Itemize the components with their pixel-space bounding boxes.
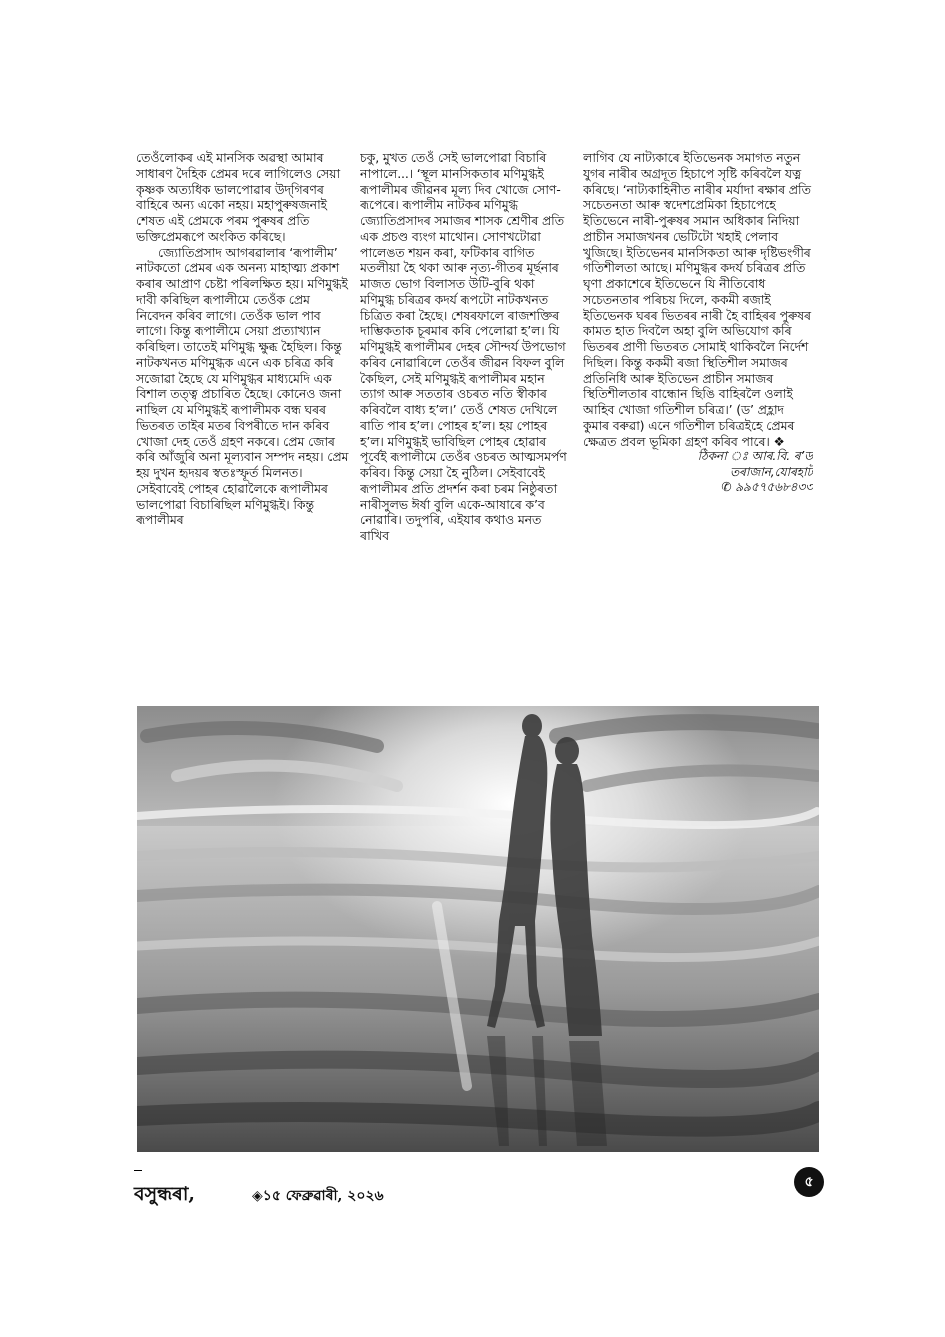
magazine-name: বসুন্ধৰা, [134, 1183, 195, 1205]
article-column-2 [360, 150, 572, 685]
paragraph: লাগিব যে নাট্যকাৰে ইতিভেনক সমাগত নতুন যুগৰ নাৰীৰ অগ্ৰদূত হিচাপে সৃষ্টি কৰিবলৈ যত্ন কৰিছে। ‘নাট্যকাহিনীত নাৰীৰ মৰ্যাদা ৰক্ষাৰ প্ৰতি সচেতনতা আৰু স্বদেশপ্ৰেমিকা হিচাপেহে ইতিভেনে নাৰী-পুৰুষৰ সমান অধিকাৰ নিদিয়া প্ৰাচীন সমাজখনৰ ভেটিটো খহাই পেলাব খুজিছে। ইতিভেনৰ মানসিকতা আৰু দৃষ্টিভংগীৰ গতিশীলতা আছে। মণিমুগ্ধৰ কদৰ্য চৰিত্ৰৰ প্ৰতি ঘৃণা প্ৰকাশেৰে ইতিভেনে যি নীতিবোধ সচেতনতাৰ পৰিচয় দিলে, ককমী ৰজাই ইতিভেনক ঘৰৰ ভিতৰৰ নাৰী হৈ বাহিৰৰ পুৰুষৰ কামত হাত দিবলৈ অহা বুলি অভিযোগ কৰি ভিতৰৰ প্ৰাণী ভিতৰত সোমাই থাকিবলৈ নিৰ্দেশ দিছিল। কিন্তু ককমী ৰজা স্থিতিশীল সমাজৰ প্ৰতিনিধি আৰু ইতিভেন প্ৰাচীন সমাজৰ স্থিতিশীলতাৰ বান্ধোন ছিঙি বাহিৰলৈ ওলাই আহিব খোজা গতিশীল চৰিত্ৰ।’ (ড’ প্ৰহ্লাদ কুমাৰ বৰুৱা) এনে গতিশীল চৰিত্ৰইহে প্ৰেমৰ ক্ষেত্ৰত প্ৰবল ভূমিকা গ্ৰহণ কৰিব পাৰে। ❖ [583, 150, 811, 449]
issue-date: ◈১৫ ফেব্ৰুৱাৰী, ২০২৬ [252, 1188, 384, 1204]
article-column-3 [583, 150, 813, 650]
couple-painting-illustration [137, 706, 819, 1152]
article-column-1 [136, 150, 349, 685]
page-footer [134, 1168, 824, 1208]
address-line: তৰাজান,যোৰহাট [729, 464, 813, 479]
paragraph: চকু, মুখত তেওঁ সেই ভালপোৱা বিচাৰি নাপালে...। ‘স্থূল মানসিকতাৰ মণিমুগ্ধই ৰূপালীমৰ জীৱনৰ মূল্য দিব খোজে সোণ-ৰূপেৰে। ৰূপালীম নাটকৰ মণিমুগ্ধ জ্যোতিপ্ৰসাদৰ সমাজৰ শাসক শ্ৰেণীৰ প্ৰতি এক প্ৰচণ্ড ব্যংগ মাথোন। সোণখটোৱা পালেঙত শয়ন কৰা, ফটিকাৰ বাগিত মতলীয়া হৈ থকা আৰু নৃত্য-গীতৰ মূৰ্ছনাৰ মাজত ভোগ বিলাসত উটি-বুৰি থকা মণিমুগ্ধ চৰিত্ৰৰ কদৰ্য ৰূপটো নাটকখনত চিত্ৰিত কৰা হৈছে। শেষৰফালে ৰাজশক্তিৰ দাম্ভিকতাক চূৰমাৰ কৰি পেলোৱা হ’ল। যি মণিমুগ্ধই ৰূপালীমৰ দেহৰ সৌন্দৰ্য উপভোগ কৰিব নোৱাৰিলে তেওঁৰ জীৱন বিফল বুলি কৈছিল, সেই মণিমুগ্ধই ৰূপালীমৰ মহান ত্যাগ আৰু সততাৰ ওচৰত নতি স্বীকাৰ কৰিবলৈ বাধ্য হ’ল।’ তেওঁ শেষত দেখিলে ৰাতি পাৰ হ’ল। পোহৰ হ’ল। হয় পোহৰ হ’ল। মণিমুগ্ধই ভাবিছিল পোহৰ হোৱাৰ পূৰ্বেই ৰূপালীমে তেওঁৰ ওচৰত আত্মসমৰ্পণ কৰিব। কিন্তু সেয়া হৈ নুঠিল। সেইবাবেই ৰূপালীমৰ প্ৰতি প্ৰদৰ্শন কৰা চৰম নিষ্ঠুৰতা নাৰীসুলভ ঈৰ্ষা বুলি একে-আষাৰে ক’ব নোৱাৰি। তদুপৰি, এইযাৰ কথাও মনত ৰাখিব [360, 150, 567, 543]
address-line: ঠিকনা ঃ আৰ.বি. ৰ’ড [697, 449, 813, 464]
footer-rule [134, 1170, 142, 1171]
paragraph: জ্যোতিপ্ৰসাদ আগৰৱালাৰ ‘ৰূপালীম’ নাটকতো প্ৰেমৰ এক অনন্য মাহাত্ম্য প্ৰকাশ কৰাৰ আপ্ৰাণ চেষ্টা পৰিলক্ষিত হয়। মণিমুগ্ধই দাবী কৰিছিল ৰূপালীমে তেওঁক প্ৰেম নিবেদন কৰিব লাগে। তেওঁক ভাল পাব লাগে। কিন্তু ৰূপালীমে সেয়া প্ৰত্যাখ্যান কৰিছিল। তাতেই মণিমুগ্ধ ক্ষুব্ধ হৈছিল। কিন্তু নাটকখনত মণিমুগ্ধক এনে এক চৰিত্ৰ কৰি সজোৱা হৈছে যে মণিমুগ্ধৰ মাধ্যমেদি এক বিশাল তত্ত্ব প্ৰচাৰিত হৈছে। কোনেও জনা নাছিল যে মণিমুগ্ধই ৰূপালীমক বন্ধ ঘৰৰ ভিতৰত তাইৰ মতৰ বিপৰীতে দান কৰিব খোজা দেহ তেওঁ গ্ৰহণ নকৰে। প্ৰেম জোৰ কৰি আঁজুৰি অনা মূল্যবান সম্পদ নহয়। প্ৰেম হয় দুখন হৃদয়ৰ স্বতঃস্ফূৰ্ত মিলনত। সেইবাবেই পোহৰ হোৱালৈকে ৰূপালীমৰ ভালপোৱা বিচাৰিছিল মণিমুগ্ধই। কিন্তু ৰূপালীমৰ [136, 244, 349, 528]
paragraph: তেওঁলোকৰ এই মানসিক অৱস্থা আমাৰ সাধাৰণ দৈহিক প্ৰেমৰ দৰে লাগিলেও সেয়া কৃষ্ণক অত্যধিক ভালপোৱাৰ উদ্‌গিৰণৰ বাহিৰে অন্য একো নহয়। মহাপুৰুষজনাই শেষত এই প্ৰেমকে পৰম পুৰুষৰ প্ৰতি ভক্তিপ্ৰেমৰূপে অংকিত কৰিছে। [136, 150, 341, 244]
author-address [583, 449, 813, 496]
phone-number: ✆ ৯৯৫৭৫৬৮৪৩৩ [721, 480, 813, 495]
page-number-badge: ৫ [794, 1167, 824, 1197]
